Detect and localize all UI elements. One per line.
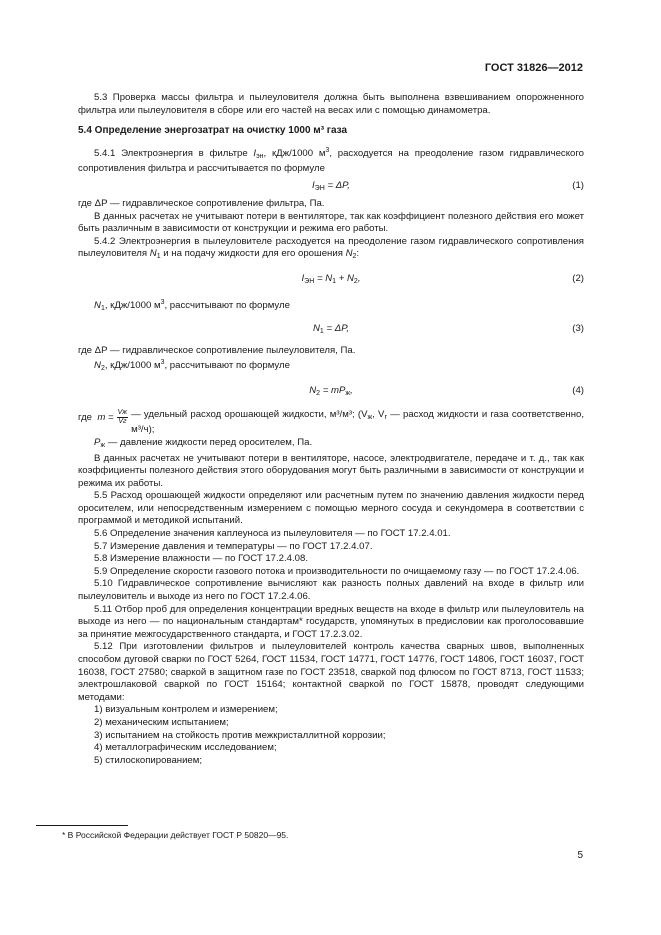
list-item: 5) стилоскопированием; — [94, 754, 203, 766]
list-item: 2) механическим испытанием; — [94, 716, 229, 728]
paragraph-5-10: 5.10 Гидравлическое сопротивление вычисляют как разность полных давлений на входе в фильтр или пылеуловитель и выходе из него по ГОСТ 17.2.4.06. — [78, 578, 584, 603]
where-dp-dust: где ΔP — гидравлическое сопротивление пылеуловителя, Па. — [78, 344, 356, 356]
paragraph-5-8: 5.8 Измерение влажности — по ГОСТ 17.2.4.08. — [94, 553, 309, 565]
page-number: 5 — [577, 850, 583, 861]
paragraph-5-4-2: 5.4.2 Электроэнергия в пылеуловителе расходуется на преодоление газом гидравлического сопротивления пылеуловителя $N_1$ и на подачу жидкости для его орошения $N_2$: — [78, 235, 584, 261]
formula-4: $N_2 = mP_ж$, (4) — [309, 384, 584, 397]
formula-2: $I_{ЭН} = N_1 + N_2$, (2) — [301, 272, 584, 285]
fraction-vzh-vg: $\frac{Vж}{Vг}$ — [117, 408, 128, 425]
paragraph-5-6: 5.6 Определение значения каплеуноса из пылеуловителя — по ГОСТ 17.2.4.01. — [94, 528, 451, 540]
body-text — [78, 92, 584, 767]
footnote: * В Российской Федерации действует ГОСТ Р 50820—95. — [62, 830, 289, 840]
paragraph-5-5: 5.5 Расход орошающей жидкости определяют или расчетным путем по значению давления жидкости перед оросителем, или непосредственным измерением с помощью мерного сосуда и секундомера в соответствии с программой и методикой испытаний. — [78, 490, 584, 527]
section-heading-5-4: 5.4 Определение энергозатрат на очистку 1000 м³ газа — [78, 125, 348, 137]
paragraph-5-9: 5.9 Определение скорости газового потока и производительности по очищаемому газу — по ГОСТ 17.2.4.06. — [94, 565, 580, 577]
doc-number: ГОСТ 31826—2012 — [484, 62, 583, 74]
footnote-divider — [36, 825, 128, 826]
n2-definition: $N_2$, кДж/1000 $м^3$, рассчитывают по формуле — [94, 359, 290, 373]
formula-3: $N_1 = \Delta P$, (3) — [312, 322, 584, 335]
n1-definition: $N_1$, кДж/1000 $м^3$, рассчитывают по формуле — [94, 298, 290, 312]
where-m: где m = $\frac{Vж}{Vг}$ — удельный расход орошающей жидкости, м³/м³; ($V_ж$, $V_г$ — расход жидкости и газа соответственно, м³/ч); — [78, 408, 584, 436]
paragraph-5-12: 5.12 При изготовлении фильтров и пылеуловителей контроль качества сварных швов, выполненных способом дуговой сварки по ГОСТ 5264, ГОСТ 11534, ГОСТ 14771, ГОСТ 14776, ГОСТ 14806, ГОСТ 16037, ГОСТ 16038, ГОСТ 27580; сваркой в защитном газе по ГОСТ 23518, сваркой под флюсом по ГОСТ 8713, ГОСТ 11533; электрошлаковой сваркой по ГОСТ 15164; контактной сваркой по ГОСТ 15878, проводят следующими методами: — [78, 641, 584, 703]
where-p: $P_ж$ — давление жидкости перед оросителем, Па. — [94, 436, 313, 449]
paragraph-losses-2: В данных расчетах не учитывают потери в вентиляторе, насосе, электродвигателе, передаче и т. д., так как коэффициенты полезного действия этого оборудования могут быть различными в зависимости от конструкции и режима их работы. — [78, 452, 584, 489]
formula-1: $I_{ЭН} = \Delta P$, (1) — [312, 179, 584, 192]
paragraph-losses-1: В данных расчетах не учитывают потери в вентиляторе, так как коэффициент полезного действия его может быть различным в зависимости от конструкции и режима его работы. — [78, 210, 584, 235]
paragraph-5-7: 5.7 Измерение давления и температуры — по ГОСТ 17.2.4.07. — [94, 540, 373, 552]
list-item: 1) визуальным контролем и измерением; — [94, 704, 278, 716]
list-item: 3) испытанием на стойкость против межкристаллитной коррозии; — [94, 729, 386, 741]
paragraph-5-4-1: 5.4.1 Электроэнергия в фильтре $I_{эн}$, кДж/1000 $м^3$, расходуется на преодоление газом гидравлического сопротивления фильтра и рассчитывается по формуле — [78, 146, 584, 175]
where-dp-filter: где ΔP — гидравлическое сопротивление фильтра, Па. — [78, 197, 325, 209]
paragraph-5-3: 5.3 Проверка массы фильтра и пылеуловителя должна быть выполнена взвешиванием опорожненного фильтра или пылеуловителя в сборе или его частей на весах или с помощью динамометра. — [78, 92, 584, 116]
list-item: 4) металлографическим исследованием; — [94, 742, 277, 754]
methods-list — [78, 704, 584, 767]
paragraph-5-11: 5.11 Отбор проб для определения концентрации вредных веществ на входе в фильтр или пылеуловитель на выходе из него — по национальным стандартам* государств, упомянутых в предисловии как проголосовавшие за принятие межгосударственного стандарта, и ГОСТ 17.2.3.02. — [78, 603, 584, 640]
